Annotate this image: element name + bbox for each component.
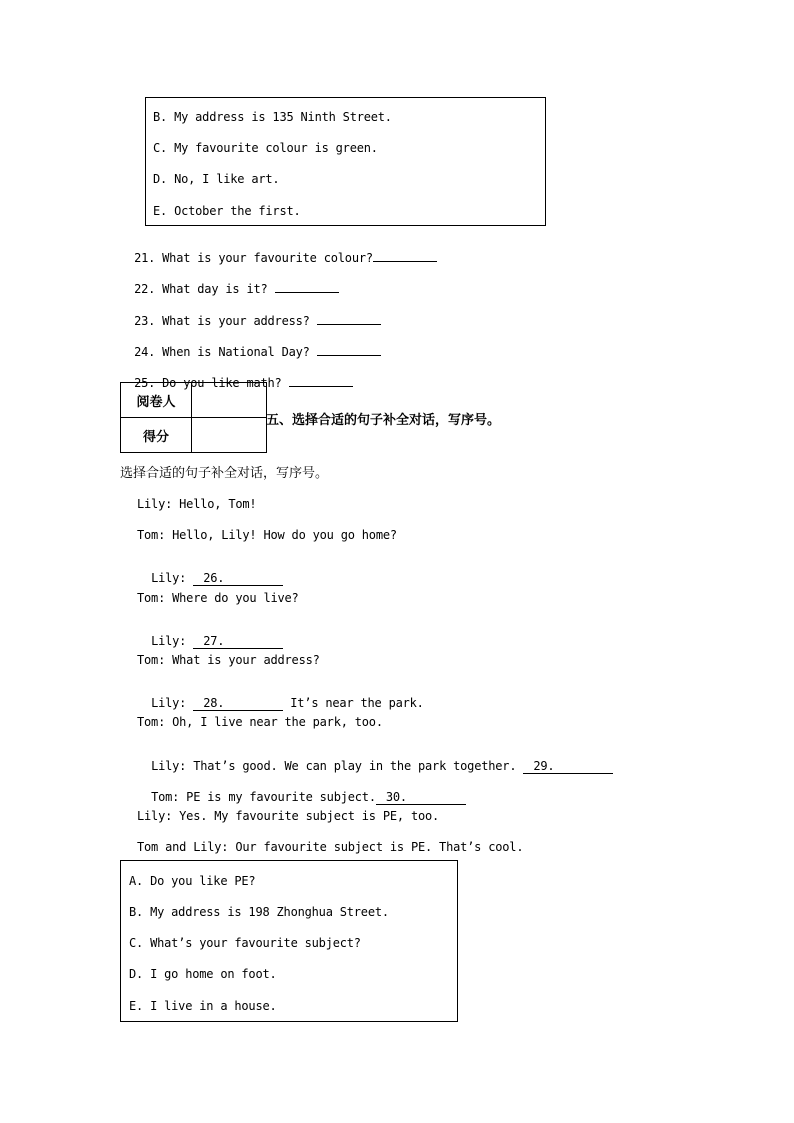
answer-blank-21[interactable] (373, 249, 437, 262)
section-heading: 五、选择合适的句子补全对话，写序号。 (266, 413, 501, 428)
question-23 (120, 298, 381, 328)
dialogue-line-2: Tom: Hello, Lily! How do you go home? (137, 528, 397, 542)
dialogue-line-10-prefix: Tom: PE is my favourite subject. (151, 790, 376, 804)
dialogue-line-3 (137, 557, 283, 586)
dialogue-line-7 (137, 682, 424, 711)
answer-blank-28[interactable]: 28. (193, 696, 283, 711)
question-23-text: 23. What is your address? (134, 314, 317, 328)
dialogue-line-7-suffix: It’s near the park. (283, 696, 424, 710)
option-e-2: E. I live in a house. (129, 999, 277, 1013)
question-24-text: 24. When is National Day? (134, 345, 317, 359)
reviewer-label: 阅卷人 (121, 383, 192, 418)
answer-blank-22[interactable] (275, 280, 339, 293)
score-label: 得分 (121, 418, 192, 453)
option-b-2: B. My address is 198 Zhonghua Street. (129, 905, 389, 919)
option-a-2: A. Do you like PE? (129, 874, 256, 888)
answer-blank-29[interactable]: 29. (523, 759, 613, 774)
score-table (120, 382, 267, 453)
dialogue-line-10 (137, 776, 466, 805)
dialogue-line-6: Tom: What is your address? (137, 653, 320, 667)
dialogue-line-4: Tom: Where do you live? (137, 591, 299, 605)
question-22-text: 22. What day is it? (134, 282, 275, 296)
answer-blank-27[interactable]: 27. (193, 634, 283, 649)
dialogue-line-9 (137, 745, 613, 774)
dialogue-line-5 (137, 620, 283, 649)
question-21 (120, 235, 437, 265)
answer-blank-30[interactable]: 30. (376, 790, 466, 805)
question-24 (120, 329, 381, 359)
option-b-1: B. My address is 135 Ninth Street. (153, 110, 392, 124)
dialogue-line-12: Tom and Lily: Our favourite subject is PE. That’s cool. (137, 840, 524, 854)
question-22 (120, 266, 339, 296)
score-cell[interactable] (192, 418, 267, 453)
dialogue-line-8: Tom: Oh, I live near the park, too. (137, 715, 383, 729)
dialogue-line-5-prefix: Lily: (151, 634, 194, 648)
option-d-2: D. I go home on foot. (129, 967, 277, 981)
option-d-1: D. No, I like art. (153, 172, 280, 186)
question-21-text: 21. What is your favourite colour? (134, 251, 373, 265)
option-c-1: C. My favourite colour is green. (153, 141, 378, 155)
dialogue-line-1: Lily: Hello, Tom! (137, 497, 257, 511)
answer-blank-26[interactable]: 26. (193, 571, 283, 586)
option-c-2: C. What’s your favourite subject? (129, 936, 361, 950)
reviewer-cell[interactable] (192, 383, 267, 418)
instruction-text: 选择合适的句子补全对话，写序号。 (120, 466, 329, 481)
answer-blank-24[interactable] (317, 343, 381, 356)
question-25-text: 25. Do you like math? (134, 376, 289, 390)
answer-blank-23[interactable] (317, 312, 381, 325)
dialogue-line-9-prefix: Lily: That’s good. We can play in the park together. (151, 759, 524, 773)
dialogue-line-11: Lily: Yes. My favourite subject is PE, too. (137, 809, 440, 823)
dialogue-line-3-prefix: Lily: (151, 571, 194, 585)
dialogue-line-7-prefix: Lily: (151, 696, 194, 710)
answer-blank-25[interactable] (289, 374, 353, 387)
option-e-1: E. October the first. (153, 204, 301, 218)
